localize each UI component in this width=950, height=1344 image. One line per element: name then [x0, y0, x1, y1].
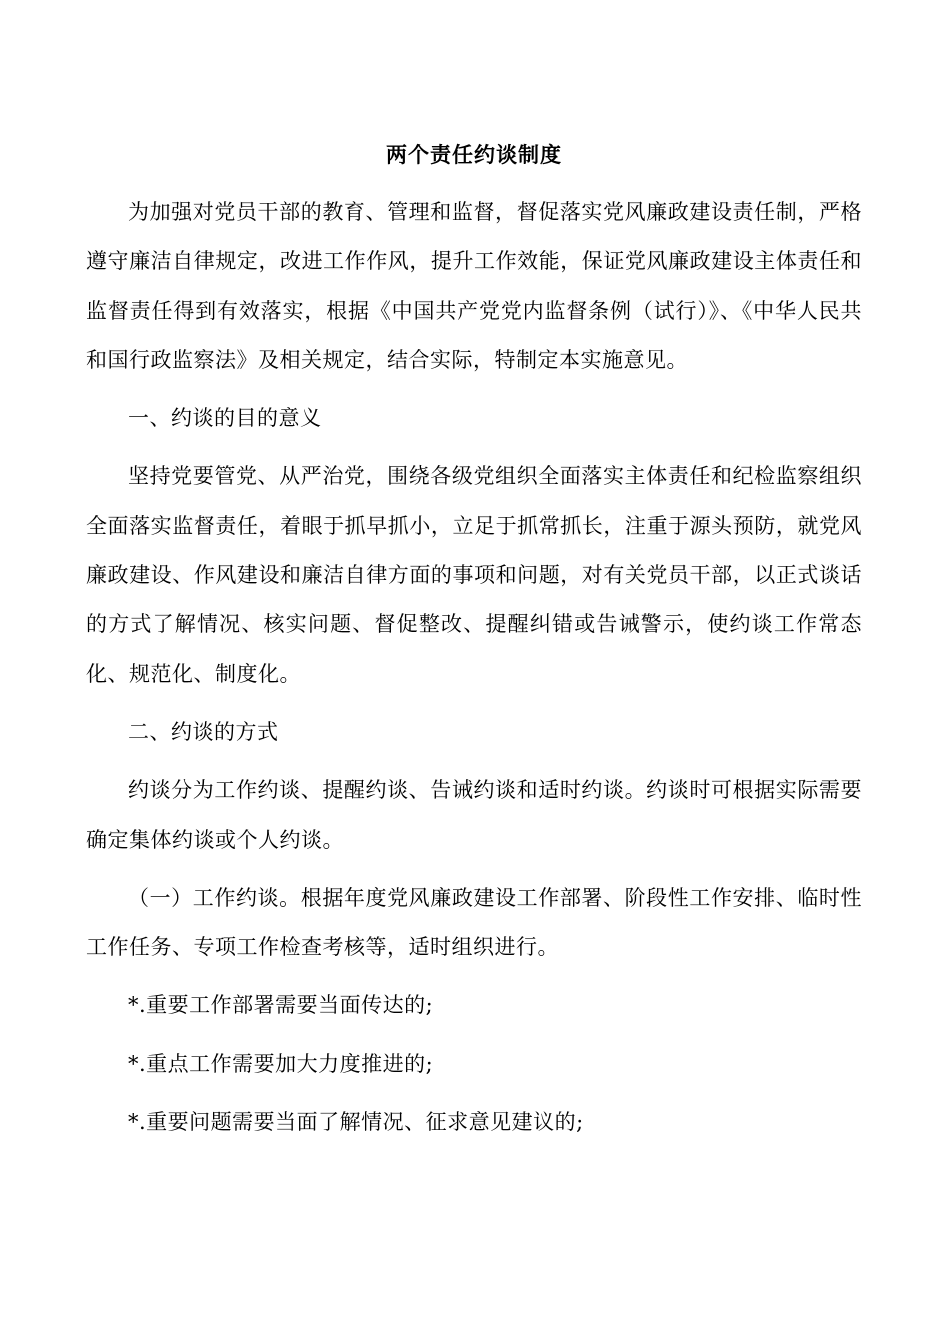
list-item: *.重要工作部署需要当面传达的;	[128, 993, 434, 1018]
intro-paragraph: 为加强对党员干部的教育、管理和监督，督促落实党风廉政建设责任制，严格遵守廉洁自律规定，改进工作作风，提升工作效能，保证党风廉政建设主体责任和监督责任得到有效落实，根据《中国共产党党内监督条例（试行）》、《中华人民共和国行政监察法》及相关规定，结合实际，特制定本实施意见。	[86, 200, 862, 372]
section-2-heading: 二、约谈的方式	[128, 719, 279, 744]
list-item: *.重要问题需要当面了解情况、征求意见建议的;	[128, 1110, 584, 1135]
document-page	[86, 140, 862, 1147]
section-1-heading: 一、约谈的目的意义	[128, 406, 322, 431]
list-item: *.重点工作需要加大力度推进的;	[128, 1051, 434, 1076]
document-title: 两个责任约谈制度	[386, 142, 562, 167]
section-1-body: 坚持党要管党、从严治党，围绕各级党组织全面落实主体责任和纪检监察组织全面落实监督责任，着眼于抓早抓小，立足于抓常抓长，注重于源头预防，就党风廉政建设、作风建设和廉洁自律方面的事项和问题，对有关党员干部，以正式谈话的方式了解情况、核实问题、督促整改、提醒纠错或告诫警示，使约谈工作常态化、规范化、制度化。	[86, 464, 862, 686]
section-2-body: 约谈分为工作约谈、提醒约谈、告诫约谈和适时约谈。约谈时可根据实际需要确定集体约谈或个人约谈。	[86, 778, 862, 852]
section-2-sub-1: （一）工作约谈。根据年度党风廉政建设工作部署、阶段性工作安排、临时性工作任务、专项工作检查考核等，适时组织进行。	[86, 885, 862, 960]
